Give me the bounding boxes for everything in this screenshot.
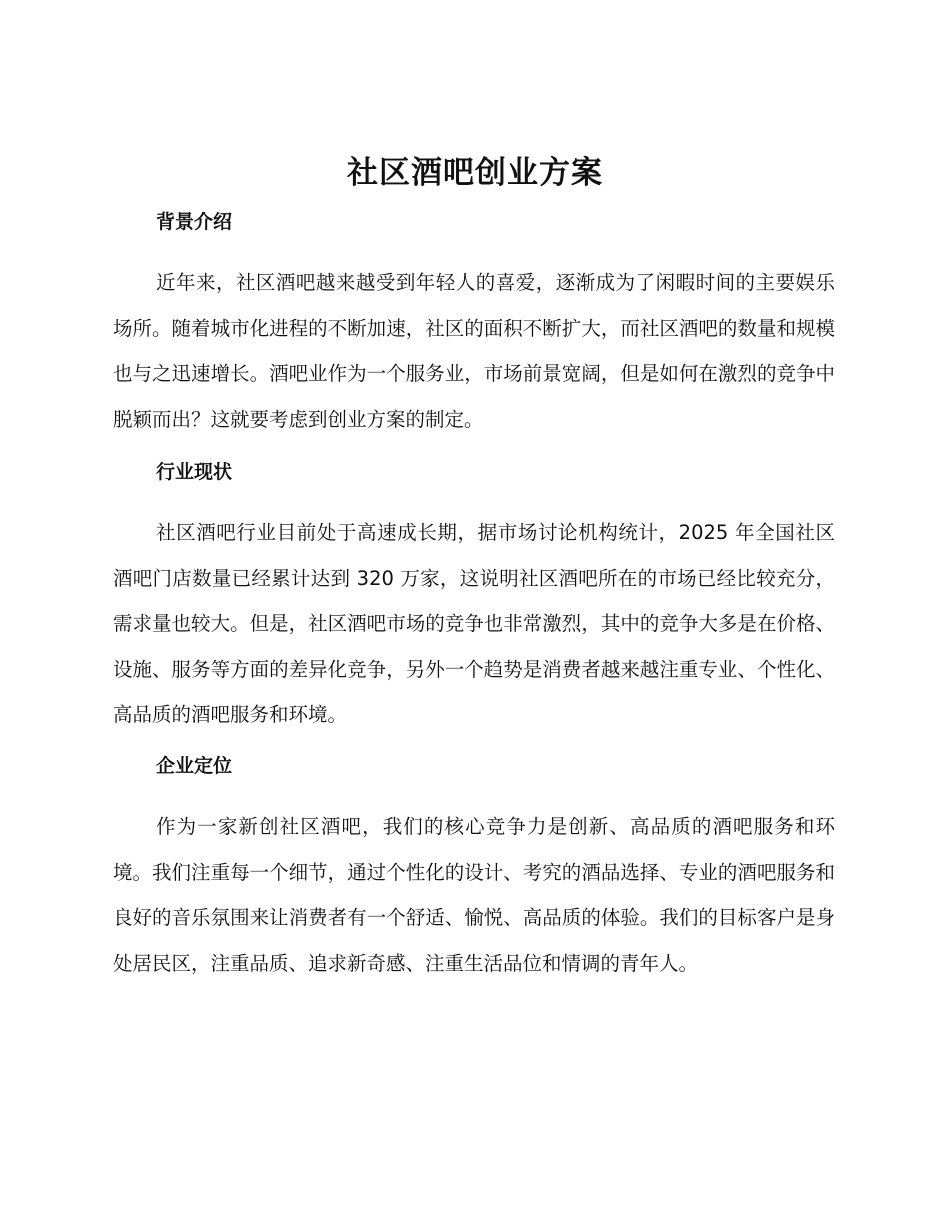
- section-body-industry-status: 社区酒吧行业目前处于高速成长期，据市场讨论机构统计，2025 年全国社区酒吧门店数量已经累计达到 320 万家，这说明社区酒吧所在的市场已经比较充分，需求量也较大。但是，社区酒吧市场的竞争也非常激烈，其中的竞争大多是在价格、设施、服务等方面的差异化竞争，另外一个趋势是消费者越来越注重专业、个性化、高品质的酒吧服务和环境。: [113, 521, 835, 726]
- section-positioning: [113, 752, 835, 986]
- page-title: 社区酒吧创业方案: [347, 155, 603, 191]
- section-body-background: 近年来，社区酒吧越来越受到年轻人的喜爱，逐渐成为了闲暇时间的主要娱乐场所。随着城市化进程的不断加速，社区的面积不断扩大，而社区酒吧的数量和规模也与之迅速增长。酒吧业作为一个服务业，市场前景宽阔，但是如何在激烈的竞争中脱颖而出？这就要考虑到创业方案的制定。: [113, 271, 835, 431]
- section-industry-status: [113, 458, 835, 738]
- section-heading-positioning: 企业定位: [156, 755, 233, 777]
- section-body-positioning: 作为一家新创社区酒吧，我们的核心竞争力是创新、高品质的酒吧服务和环境。我们注重每一个细节，通过个性化的设计、考究的酒品选择、专业的酒吧服务和良好的音乐氛围来让消费者有一个舒适、愉悦、高品质的体验。我们的目标客户是身处居民区，注重品质、追求新奇感、注重生活品位和情调的青年人。: [113, 815, 835, 975]
- section-background: [113, 208, 835, 442]
- section-heading-industry-status: 行业现状: [156, 461, 233, 483]
- section-heading-background: 背景介绍: [156, 211, 233, 233]
